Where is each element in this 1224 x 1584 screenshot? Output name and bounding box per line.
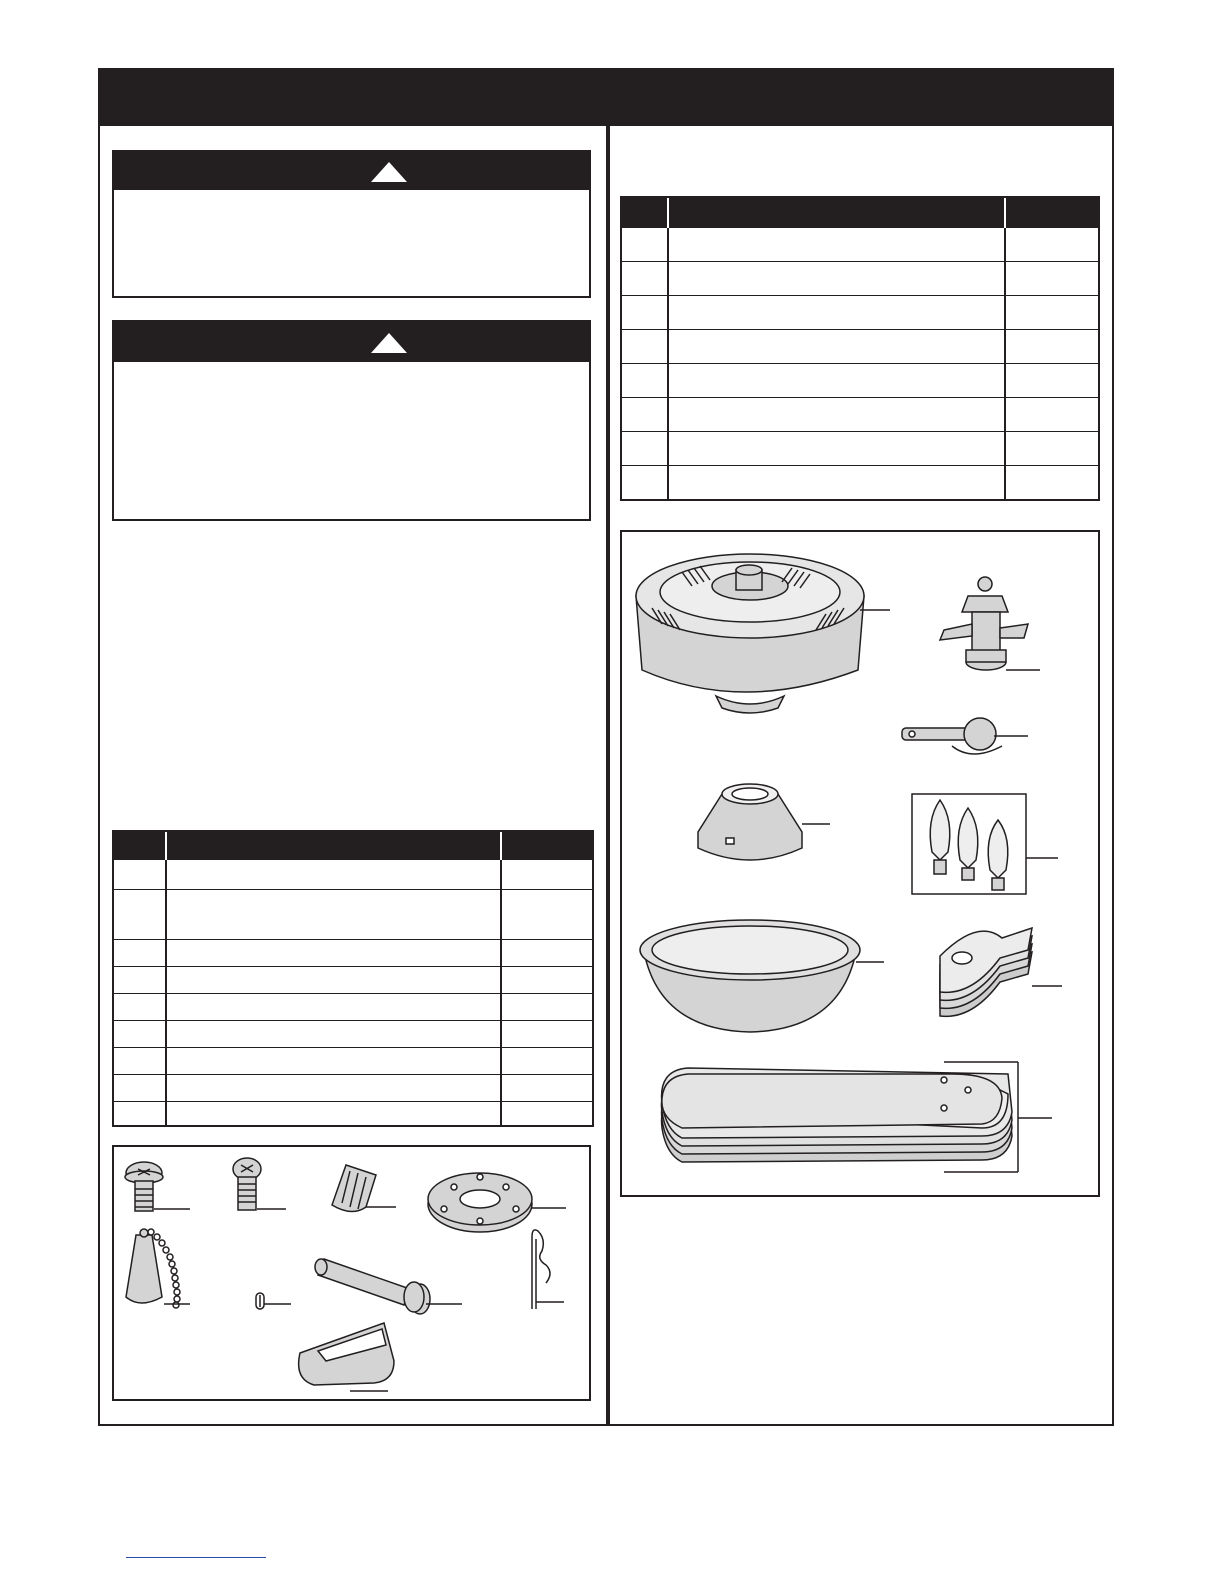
glass-bowl-icon — [640, 920, 860, 1032]
table-row — [622, 262, 1098, 296]
column-separator — [165, 860, 167, 1127]
table-row — [622, 296, 1098, 330]
chain-connector-icon — [256, 1293, 264, 1309]
column-separator — [667, 228, 669, 501]
header-bar — [100, 70, 1112, 126]
warning-box-1 — [112, 150, 591, 298]
column-separator — [1004, 228, 1006, 501]
column-separator — [500, 860, 502, 1127]
hardware-table-header — [114, 832, 592, 860]
hardware-table — [112, 830, 594, 1127]
table-row — [622, 432, 1098, 466]
warning-triangle-icon — [369, 332, 409, 354]
hairpin-clip-icon — [532, 1230, 550, 1309]
mounting-screw-icon — [125, 1162, 163, 1211]
table-row — [622, 228, 1098, 262]
table-row — [114, 1021, 592, 1048]
downrod-icon — [902, 718, 1002, 754]
table-row — [622, 398, 1098, 432]
warning-triangle-icon — [369, 161, 409, 183]
column-separator — [165, 832, 167, 860]
column-separator — [500, 832, 502, 860]
warning-header-1 — [114, 152, 589, 190]
clevis-pin-icon — [315, 1259, 430, 1314]
warning-header-2 — [114, 322, 589, 362]
table-row — [622, 364, 1098, 398]
table-row — [622, 466, 1098, 501]
canopy-icon — [698, 784, 802, 860]
machine-screw-icon — [233, 1158, 261, 1210]
column-divider — [606, 126, 610, 1426]
table-row — [114, 994, 592, 1021]
table-row — [114, 860, 592, 890]
blade-balancing-clip-icon — [299, 1323, 394, 1385]
table-row — [114, 890, 592, 940]
parts-table-header — [622, 198, 1098, 228]
parts-illustration — [620, 530, 1100, 1197]
wire-connector-icon — [332, 1165, 376, 1212]
warning-box-2 — [112, 320, 591, 521]
column-separator — [1004, 198, 1006, 228]
blade-bracket-icon — [940, 928, 1032, 1016]
table-row — [114, 967, 592, 994]
motor-assembly-icon — [636, 554, 864, 713]
parts-table — [620, 196, 1100, 501]
footer-link-underline — [126, 1557, 266, 1558]
table-row — [114, 940, 592, 967]
light-kit-adapter-icon — [940, 577, 1028, 670]
table-row — [114, 1075, 592, 1102]
mounting-plate-icon — [428, 1173, 532, 1232]
fan-blades-icon — [662, 1068, 1012, 1162]
column-separator — [667, 198, 669, 228]
table-row — [622, 330, 1098, 364]
table-row — [114, 1102, 592, 1127]
table-row — [114, 1048, 592, 1075]
hardware-illustration — [112, 1145, 591, 1401]
